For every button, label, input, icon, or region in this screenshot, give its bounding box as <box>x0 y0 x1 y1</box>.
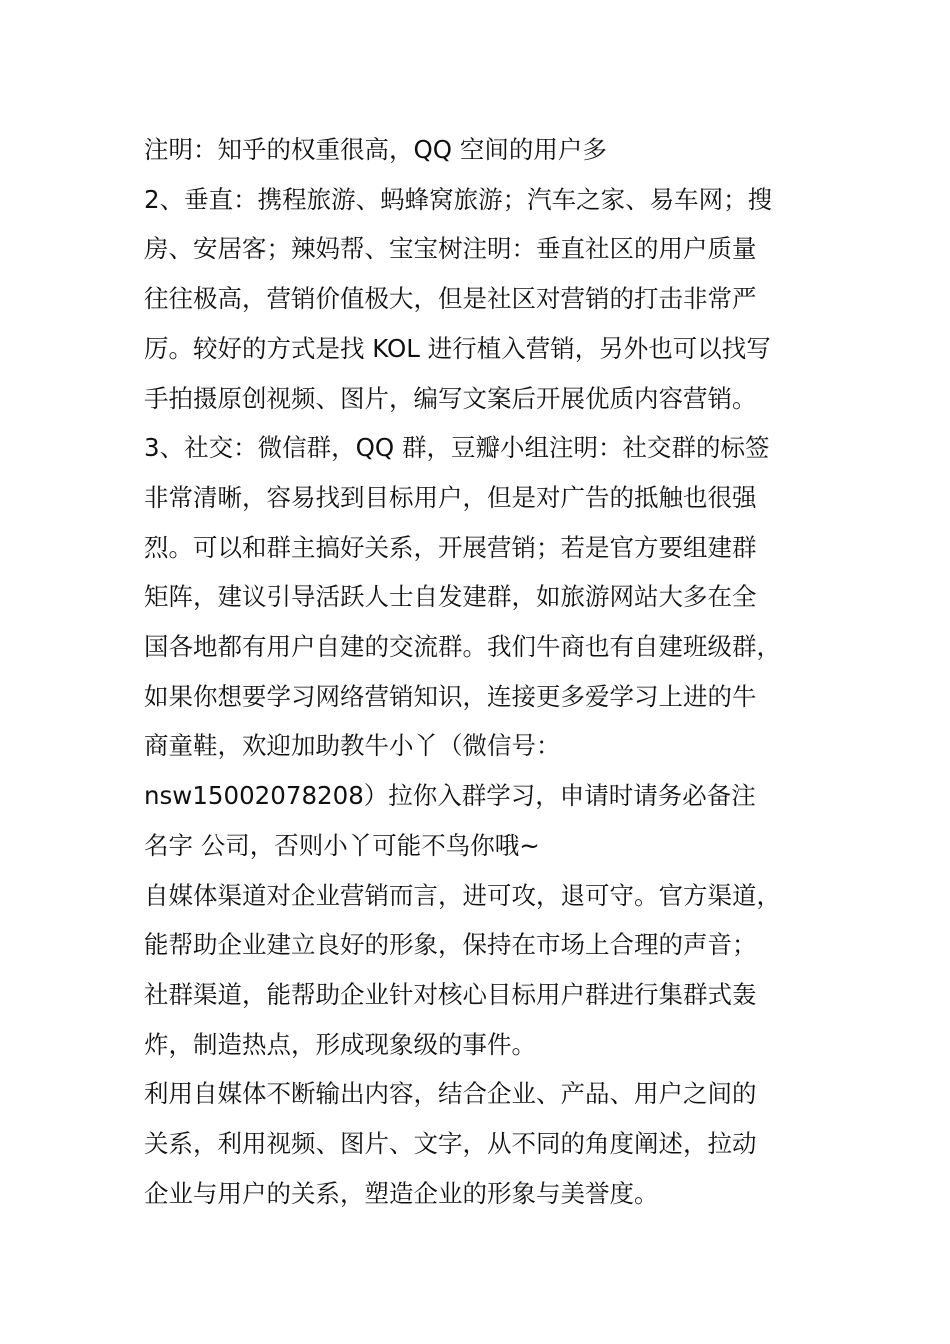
paragraph-vertical-communities: 2、垂直：携程旅游、蚂蜂窝旅游；汽车之家、易车网；搜 房、安居客；辣妈帮、宝宝树注明：垂直社区的用户质量 往往极高，营销价值极大，但是社区对营销的打击非常严 厉。较好的方式是找 KOL 进行植入营销，另外也可以找写 手拍摄原创视频、图片，编写文案后开展优质内容营销。 <box>144 184 773 413</box>
paragraph-note-zhihu: 注明：知乎的权重很高，QQ 空间的用户多 <box>144 135 607 164</box>
document-body <box>144 125 814 1218</box>
paragraph-content-output: 利用自媒体不断输出内容，结合企业、产品、用户之间的 关系，利用视频、图片、文字，从不同的角度阐述，拉动 企业与用户的关系，塑造企业的形象与美誉度。 <box>144 1079 757 1208</box>
paragraph-self-media-channels: 自媒体渠道对企业营销而言，进可攻，退可守。官方渠道， 能帮助企业建立良好的形象，保持在市场上合理的声音； 社群渠道，能帮助企业针对核心目标用户群进行集群式轰 炸，制造热点，形成现象级的事件。 <box>144 880 781 1059</box>
paragraph-social-groups: 3、社交：微信群，QQ 群，豆瓣小组注明：社交群的标签 非常清晰，容易找到目标用户，但是对广告的抵触也很强 烈。可以和群主搞好关系，开展营销；若是官方要组建群 矩阵，建议引导活跃人士自发建群，如旅游网站大多在全 国各地都有用户自建的交流群。我们牛商也有自建班级群， 如果你想要学习网络营销知识，连接更多爱学习上进的牛 商童鞋，欢迎加助教牛小丫（微信号： nsw15002078208）拉你入群学习，申请时请务必备注 名字 公司，否则小丫可能不鸟你哦~ <box>144 433 781 860</box>
